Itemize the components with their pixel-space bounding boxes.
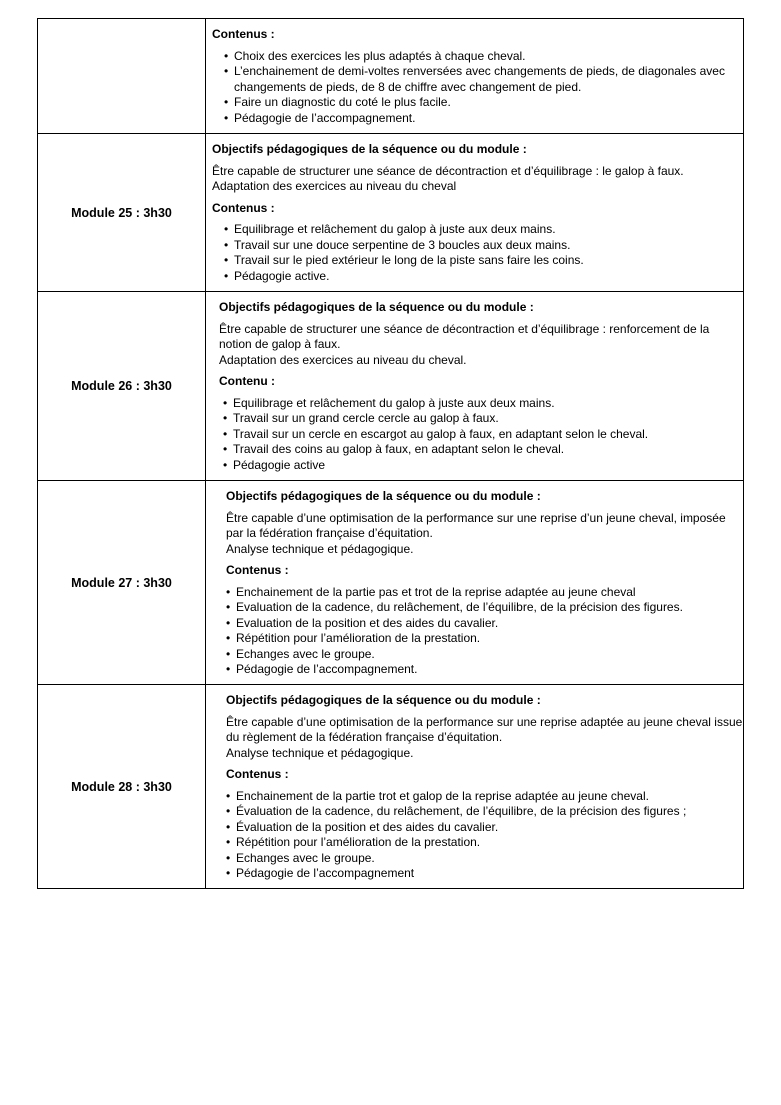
objectifs-heading: Objectifs pédagogiques de la séquence ou du module :	[226, 489, 541, 503]
objectifs-text	[212, 164, 743, 195]
content-cell	[206, 292, 744, 480]
table-row	[38, 685, 744, 889]
objectifs-text	[226, 511, 743, 558]
contenus-list	[212, 49, 743, 127]
objectif-line: Analyse technique et pédagogique.	[226, 745, 414, 760]
module-cell: Module 26 : 3h30	[38, 292, 206, 480]
list-item: • Travail des coins au galop à faux, en adaptant selon le cheval.	[223, 442, 743, 458]
list-item: • Répétition pour l’amélioration de la prestation.	[226, 631, 743, 647]
list-item: • Pédagogie active.	[224, 269, 743, 285]
objectifs-heading: Objectifs pédagogiques de la séquence ou du module :	[226, 693, 541, 707]
list-item: • Enchainement de la partie trot et galop de la reprise adaptée au jeune cheval.	[226, 789, 743, 805]
module-cell	[38, 19, 206, 133]
list-item: • Travail sur une douce serpentine de 3 boucles aux deux mains.	[224, 238, 743, 254]
list-item: • Évaluation de la position et des aides du cavalier.	[226, 820, 743, 836]
content-cell	[206, 134, 744, 291]
contenus-heading: Contenus :	[212, 27, 275, 41]
objectifs-text	[226, 715, 743, 762]
objectif-line: Être capable d’une optimisation de la performance sur une reprise d’un jeune cheval, imposée par la fédération française d’équitation.	[226, 510, 726, 540]
content-cell	[206, 481, 744, 684]
contenus-list	[226, 585, 743, 678]
table-row	[38, 292, 744, 481]
module-cell: Module 25 : 3h30	[38, 134, 206, 291]
list-item: • Pédagogie de l’accompagnement.	[226, 662, 743, 678]
objectif-line: Adaptation des exercices au niveau du cheval.	[219, 352, 467, 367]
list-item: • Travail sur un cercle en escargot au galop à faux, en adaptant selon le cheval.	[223, 427, 743, 443]
list-item: • Evaluation de la position et des aides du cavalier.	[226, 616, 743, 632]
objectif-line: Être capable d’une optimisation de la performance sur une reprise adaptée au jeune cheval issue du règlement de la fédération française d’équitation.	[226, 714, 743, 744]
list-item: • Travail sur le pied extérieur le long de la piste sans faire les coins.	[224, 253, 743, 269]
list-item: • Equilibrage et relâchement du galop à juste aux deux mains.	[224, 222, 743, 238]
objectifs-heading: Objectifs pédagogiques de la séquence ou du module :	[212, 142, 527, 156]
list-item: • Pédagogie active	[223, 458, 743, 474]
objectif-line: Analyse technique et pédagogique.	[226, 541, 414, 556]
list-item: • Travail sur un grand cercle cercle au galop à faux.	[223, 411, 743, 427]
list-item: • Echanges avec le groupe.	[226, 851, 743, 867]
table-row	[38, 481, 744, 685]
objectif-line: Être capable de structurer une séance de décontraction et d’équilibrage : renforcement de la notion de galop à faux.	[219, 321, 710, 351]
table-row	[38, 134, 744, 292]
list-item: • Echanges avec le groupe.	[226, 647, 743, 663]
contenus-heading: Contenu :	[219, 374, 275, 388]
module-cell: Module 27 : 3h30	[38, 481, 206, 684]
list-item: • L’enchainement de demi-voltes renversées avec changements de pieds, de diagonales avec changements de pieds, de 8 de chiffre avec changement de pied.	[224, 64, 743, 95]
contenus-heading: Contenus :	[226, 563, 289, 577]
list-item: • Répétition pour l’amélioration de la prestation.	[226, 835, 743, 851]
contenus-heading: Contenus :	[226, 767, 289, 781]
list-item: • Enchainement de la partie pas et trot de la reprise adaptée au jeune cheval	[226, 585, 743, 601]
objectif-line: Adaptation des exercices au niveau du cheval	[212, 179, 457, 193]
list-item: • Pédagogie de l’accompagnement	[226, 866, 743, 882]
contenus-heading: Contenus :	[212, 200, 275, 215]
list-item: • Evaluation de la cadence, du relâchement, de l’équilibre, de la précision des figures.	[226, 600, 743, 616]
content-cell	[206, 685, 744, 888]
objectifs-heading: Objectifs pédagogiques de la séquence ou du module :	[219, 300, 534, 314]
modules-table	[37, 18, 744, 889]
list-item: • Choix des exercices les plus adaptés à chaque cheval.	[224, 49, 743, 65]
table-row	[38, 19, 744, 134]
contenus-list	[212, 222, 743, 284]
list-item: • Pédagogie de l’accompagnement.	[224, 111, 743, 127]
content-cell	[206, 19, 744, 133]
contenus-list	[226, 789, 743, 882]
objectifs-text	[219, 322, 743, 369]
contenus-list	[219, 396, 743, 474]
list-item: • Faire un diagnostic du coté le plus facile.	[224, 95, 743, 111]
module-cell: Module 28 : 3h30	[38, 685, 206, 888]
list-item: • Equilibrage et relâchement du galop à juste aux deux mains.	[223, 396, 743, 412]
objectif-line: Être capable de structurer une séance de décontraction et d’équilibrage : le galop à faux.	[212, 163, 684, 178]
list-item: • Évaluation de la cadence, du relâchement, de l’équilibre, de la précision des figures ;	[226, 804, 743, 820]
